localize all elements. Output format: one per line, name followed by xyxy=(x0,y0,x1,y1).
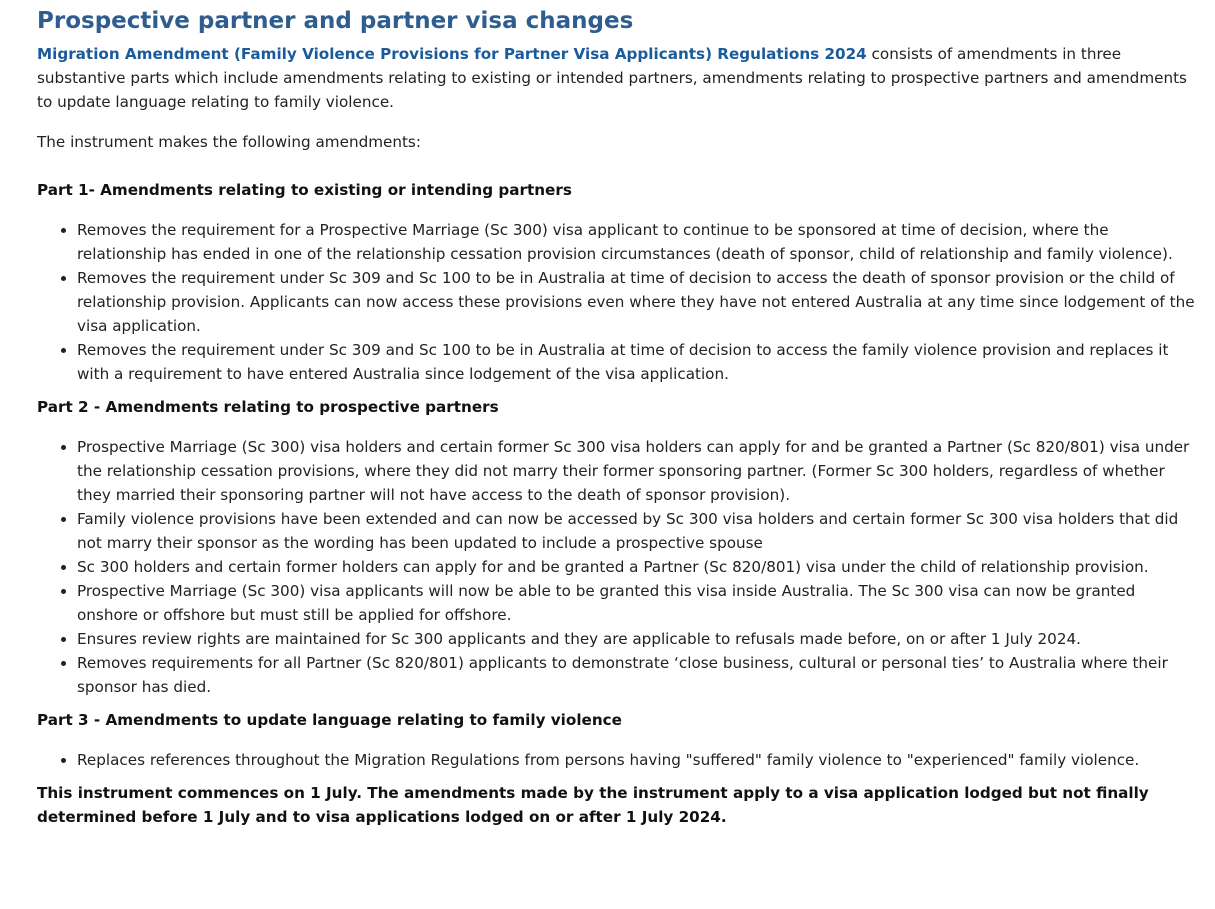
list-item: Prospective Marriage (Sc 300) visa applicants will now be able to be granted this visa inside Australia. The Sc 300 visa can now be granted onshore or offshore but must still be applied for offshore. xyxy=(77,579,1197,627)
part-3-list xyxy=(37,748,1197,772)
list-item: Removes the requirement under Sc 309 and Sc 100 to be in Australia at time of decision to access the death of sponsor provision or the child of relationship provision. Applicants can now access these provisions even where they have not entered Australia at any time since lodgement of the visa application. xyxy=(77,266,1197,338)
part-1-heading: Part 1- Amendments relating to existing or intending partners xyxy=(37,181,572,199)
closing-statement: This instrument commences on 1 July. The amendments made by the instrument apply to a visa application lodged but not finally determined before 1 July and to visa applications lodged on or after 1 July 2024. xyxy=(37,784,1149,826)
page-heading: Prospective partner and partner visa changes xyxy=(37,8,634,34)
list-item: Ensures review rights are maintained for Sc 300 applicants and they are applicable to refusals made before, on or after 1 July 2024. xyxy=(77,627,1197,651)
intro-paragraph xyxy=(37,42,1197,114)
part-2-heading: Part 2 - Amendments relating to prospective partners xyxy=(37,398,499,416)
list-item: Prospective Marriage (Sc 300) visa holders and certain former Sc 300 visa holders can apply for and be granted a Partner (Sc 820/801) visa under the relationship cessation provisions, where they did not marry their former sponsoring partner. (Former Sc 300 holders, regardless of whether they married their sponsoring partner will not have access to the death of sponsor provision). xyxy=(77,435,1197,507)
list-item: Removes requirements for all Partner (Sc 820/801) applicants to demonstrate ‘close business, cultural or personal ties’ to Australia where their sponsor has died. xyxy=(77,651,1197,699)
list-item: Replaces references throughout the Migration Regulations from persons having "suffered" family violence to "experienced" family violence. xyxy=(77,748,1197,772)
part-1-list xyxy=(37,218,1197,386)
lead-text: The instrument makes the following amendments: xyxy=(37,133,421,151)
list-item: Removes the requirement under Sc 309 and Sc 100 to be in Australia at time of decision to access the family violence provision and replaces it with a requirement to have entered Australia since lodgement of the visa application. xyxy=(77,338,1197,386)
list-item: Removes the requirement for a Prospective Marriage (Sc 300) visa applicant to continue to be sponsored at time of decision, where the relationship has ended in one of the relationship cessation provision circumstances (death of sponsor, child of relationship and family violence). xyxy=(77,218,1197,266)
list-item: Family violence provisions have been extended and can now be accessed by Sc 300 visa holders and certain former Sc 300 visa holders that did not marry their sponsor as the wording has been updated to include a prospective spouse xyxy=(77,507,1197,555)
part-2-list xyxy=(37,435,1197,699)
part-3-heading: Part 3 - Amendments to update language relating to family violence xyxy=(37,711,622,729)
intro-text: consists of amendments in three substantive parts which include amendments relating to existing or intended partners, amendments relating to prospective partners and amendments to update language relating to family violence. xyxy=(37,45,1187,111)
list-item: Sc 300 holders and certain former holders can apply for and be granted a Partner (Sc 820/801) visa under the child of relationship provision. xyxy=(77,555,1197,579)
regulations-link[interactable]: Migration Amendment (Family Violence Provisions for Partner Visa Applicants) Regulations 2024 xyxy=(37,45,867,63)
